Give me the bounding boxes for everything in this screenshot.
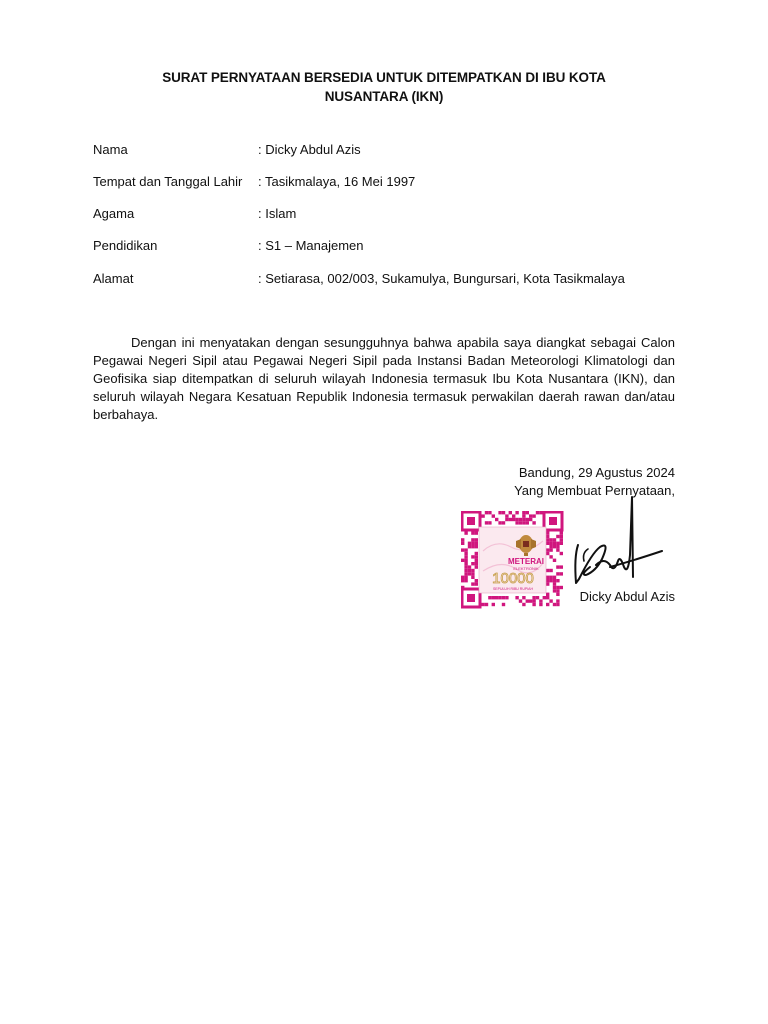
place-date: Bandung, 29 Agustus 2024 <box>518 465 675 480</box>
field-label: Pendidikan <box>93 238 158 253</box>
statement-paragraph: Dengan ini menyatakan dengan sesungguhnya bahwa apabila saya diangkat sebagai Calon Pegawai Negeri Sipil atau Pegawai Negeri Sipil pada Instansi Badan Meteorologi Klimatologi dan Geofisika siap ditempatkan di seluruh wilayah Indonesia termasuk Ibu Kota Nusantara (IKN), dan seluruh wilayah Negara Kesatuan Republik Indonesia termasuk perwakilan daerah rawan dan/atau berbahaya. <box>93 335 675 422</box>
field-value: : Setiarasa, 002/003, Sukamulya, Bungursari, Kota Tasikmalaya <box>258 271 625 286</box>
field-label: Alamat <box>93 271 134 286</box>
field-value: : Tasikmalaya, 16 Mei 1997 <box>258 174 416 189</box>
field-value: : Islam <box>258 206 297 221</box>
field-label: Agama <box>93 206 135 221</box>
stamp-sublabel: ELEKTRONIK <box>513 566 539 571</box>
signer-name: Dicky Abdul Azis <box>579 589 675 604</box>
title-line-1: SURAT PERNYATAAN BERSEDIA UNTUK DITEMPATKAN DI IBU KOTA <box>162 70 606 85</box>
document-title <box>93 68 675 106</box>
stamp-footer: SEPULUH RIBU RUPIAH <box>492 587 534 591</box>
signature-scribble <box>570 495 666 595</box>
e-meterai-stamp <box>461 511 564 609</box>
signer-caption: Yang Membuat Pernyataan, <box>514 483 675 498</box>
stamp-value: 10000 <box>492 570 534 587</box>
stamp-label: METERAI <box>508 557 544 566</box>
field-value: : Dicky Abdul Azis <box>258 142 361 157</box>
field-value: : S1 – Manajemen <box>258 238 364 253</box>
field-label: Nama <box>93 142 128 157</box>
field-label: Tempat dan Tanggal Lahir <box>93 174 243 189</box>
title-line-2: NUSANTARA (IKN) <box>324 89 444 104</box>
